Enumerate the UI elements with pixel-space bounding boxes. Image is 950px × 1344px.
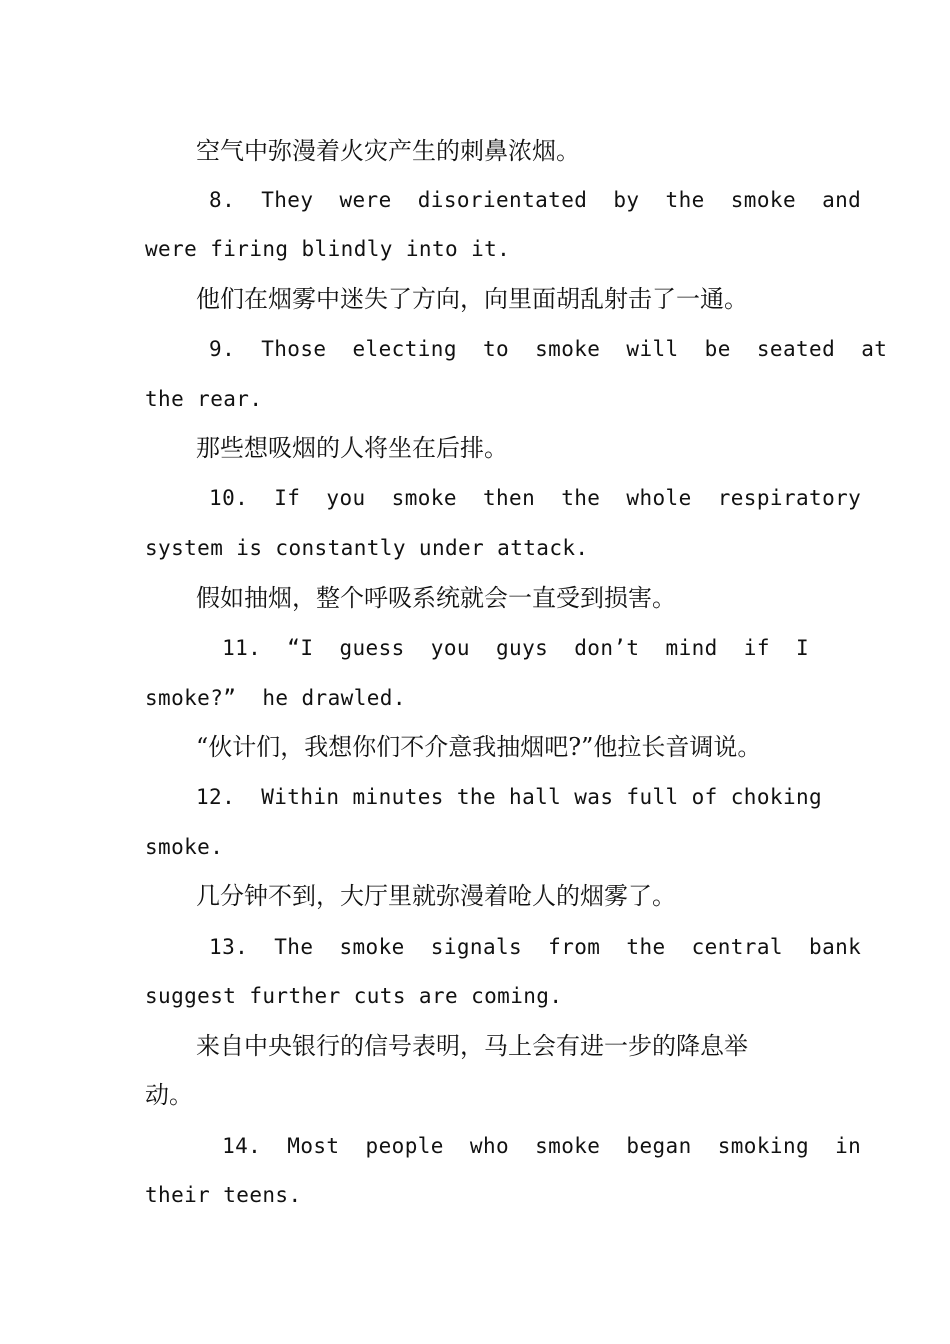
zh-sentence-13-line-1: 来自中央银行的信号表明，马上会有进一步的降息举	[196, 1032, 748, 1060]
zh-sentence-7: 空气中弥漫着火灾产生的刺鼻浓烟。	[196, 137, 580, 165]
en-sentence-12-line-2: smoke.	[145, 835, 224, 859]
en-sentence-13-line-1: 13. The smoke signals from the central bank	[196, 935, 862, 959]
zh-sentence-9: 那些想吸烟的人将坐在后排。	[196, 434, 508, 462]
en-sentence-11-line-2: smoke?” he drawled.	[145, 686, 406, 710]
en-sentence-10-line-1: 10. If you smoke then the whole respiratory	[196, 486, 862, 510]
en-sentence-14-line-2: their teens.	[145, 1183, 302, 1207]
en-sentence-8-line-2: were firing blindly into it.	[145, 237, 511, 261]
zh-sentence-11: “伙计们，我想你们不介意我抽烟吧?”他拉长音调说。	[196, 733, 762, 761]
zh-sentence-10: 假如抽烟，整个呼吸系统就会一直受到损害。	[196, 584, 676, 612]
en-sentence-11-line-1: 11. “I guess you guys don’t mind if I	[196, 636, 810, 660]
en-sentence-10-line-2: system is constantly under attack.	[145, 536, 589, 560]
en-sentence-14-line-1: 14. Most people who smoke began smoking in	[196, 1134, 862, 1158]
en-sentence-13-line-2: suggest further cuts are coming.	[145, 984, 563, 1008]
zh-sentence-13-line-2: 动。	[145, 1081, 193, 1109]
zh-sentence-8: 他们在烟雾中迷失了方向，向里面胡乱射击了一通。	[196, 285, 748, 313]
zh-sentence-12: 几分钟不到，大厅里就弥漫着呛人的烟雾了。	[196, 882, 676, 910]
en-sentence-8-line-1: 8. They were disorientated by the smoke and	[196, 188, 862, 212]
en-sentence-9-line-2: the rear.	[145, 387, 263, 411]
en-sentence-12-line-1: 12. Within minutes the hall was full of choking	[196, 785, 823, 809]
en-sentence-9-line-1: 9. Those electing to smoke will be seated at	[196, 337, 888, 361]
